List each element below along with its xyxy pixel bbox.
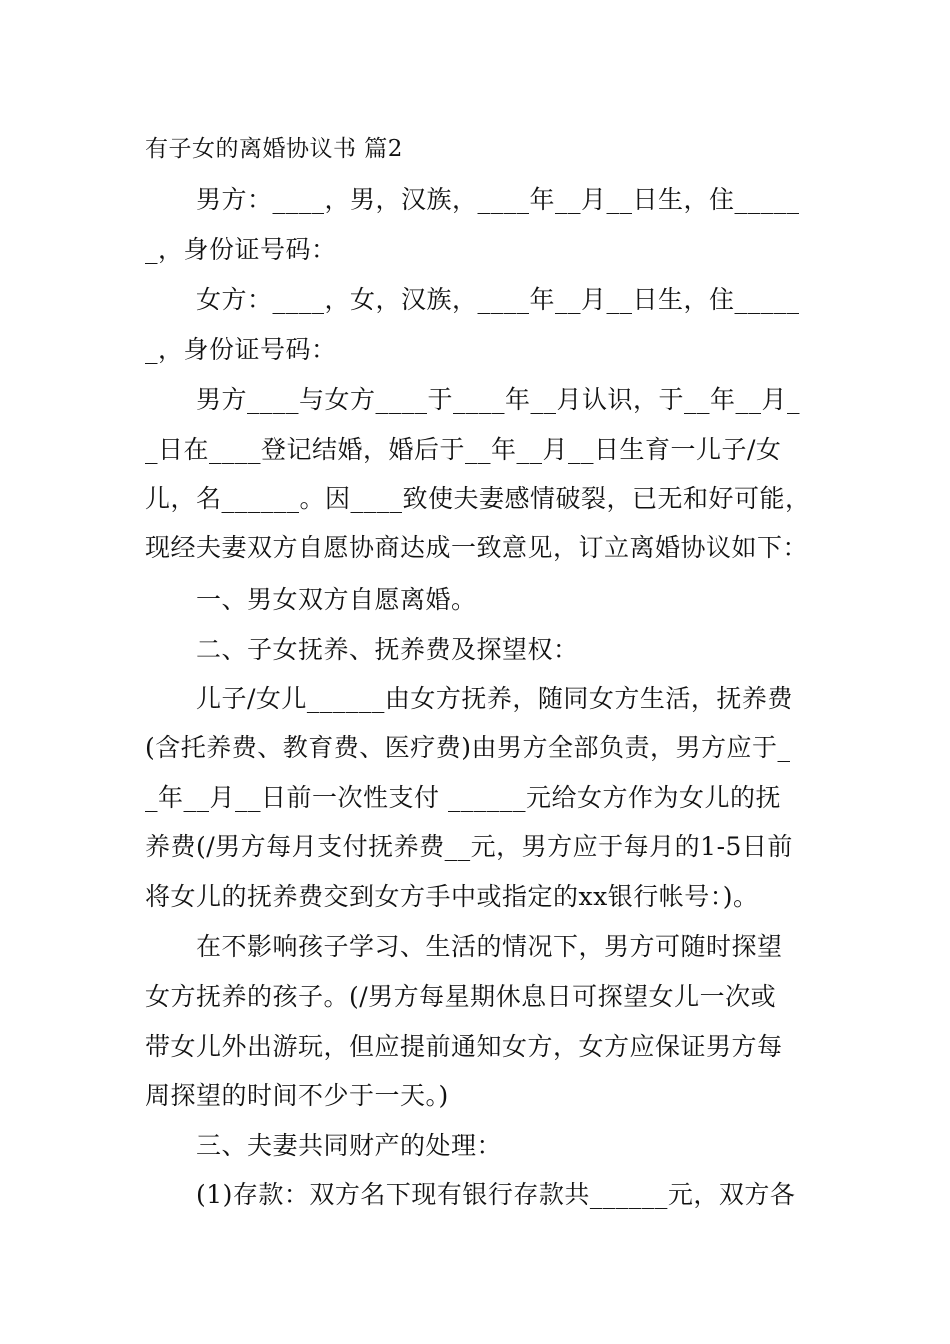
paragraph-line: 带女儿外出游玩，但应提前通知女方，女方应保证男方每 (145, 1032, 783, 1061)
section-heading: 一、男女双方自愿离婚。 (196, 585, 477, 614)
paragraph-line: 周探望的时间不少于一天。) (145, 1081, 449, 1110)
paragraph-line: _，身份证号码： (145, 335, 337, 364)
paragraph-line: 男方____与女方____于____年__月认识，于__年__月_ (196, 385, 801, 414)
paragraph-line: (含托养费、教育费、医疗费)由男方全部负责，男方应于_ (145, 733, 791, 762)
document-title: 有子女的离婚协议书 篇2 (145, 136, 403, 162)
paragraph-line: (1)存款：双方名下现有银行存款共______元，双方各 (196, 1180, 796, 1209)
paragraph-line: _，身份证号码： (145, 235, 337, 264)
section-heading: 二、子女抚养、抚养费及探望权： (196, 635, 579, 664)
paragraph-line: 儿子/女儿______由女方抚养，随同女方生活，抚养费 (196, 684, 793, 713)
paragraph-line: 男方：____，男，汉族，____年__月__日生，住_____ (196, 185, 800, 214)
paragraph-line: _年__月__日前一次性支付 ______元给女方作为女儿的抚 (145, 783, 781, 812)
paragraph-line: _日在____登记结婚，婚后于__年__月__日生育一儿子/女 (145, 435, 782, 464)
paragraph-line: 在不影响孩子学习、生活的情况下，男方可随时探望 (196, 932, 783, 961)
paragraph-line: 现经夫妻双方自愿协商达成一致意见，订立离婚协议如下： (145, 533, 809, 562)
paragraph-line: 将女儿的抚养费交到女方手中或指定的xx银行帐号：)。 (145, 882, 759, 911)
paragraph-line: 养费(/男方每月支付抚养费__元，男方应于每月的1-5日前 (145, 832, 793, 861)
paragraph-line: 女方抚养的孩子。(/男方每星期休息日可探望女儿一次或 (145, 982, 777, 1011)
paragraph-line: 儿，名______。因____致使夫妻感情破裂，已无和好可能， (145, 484, 811, 513)
paragraph-line: 女方：____，女，汉族，____年__月__日生，住_____ (196, 285, 800, 314)
section-heading: 三、夫妻共同财产的处理： (196, 1131, 503, 1160)
